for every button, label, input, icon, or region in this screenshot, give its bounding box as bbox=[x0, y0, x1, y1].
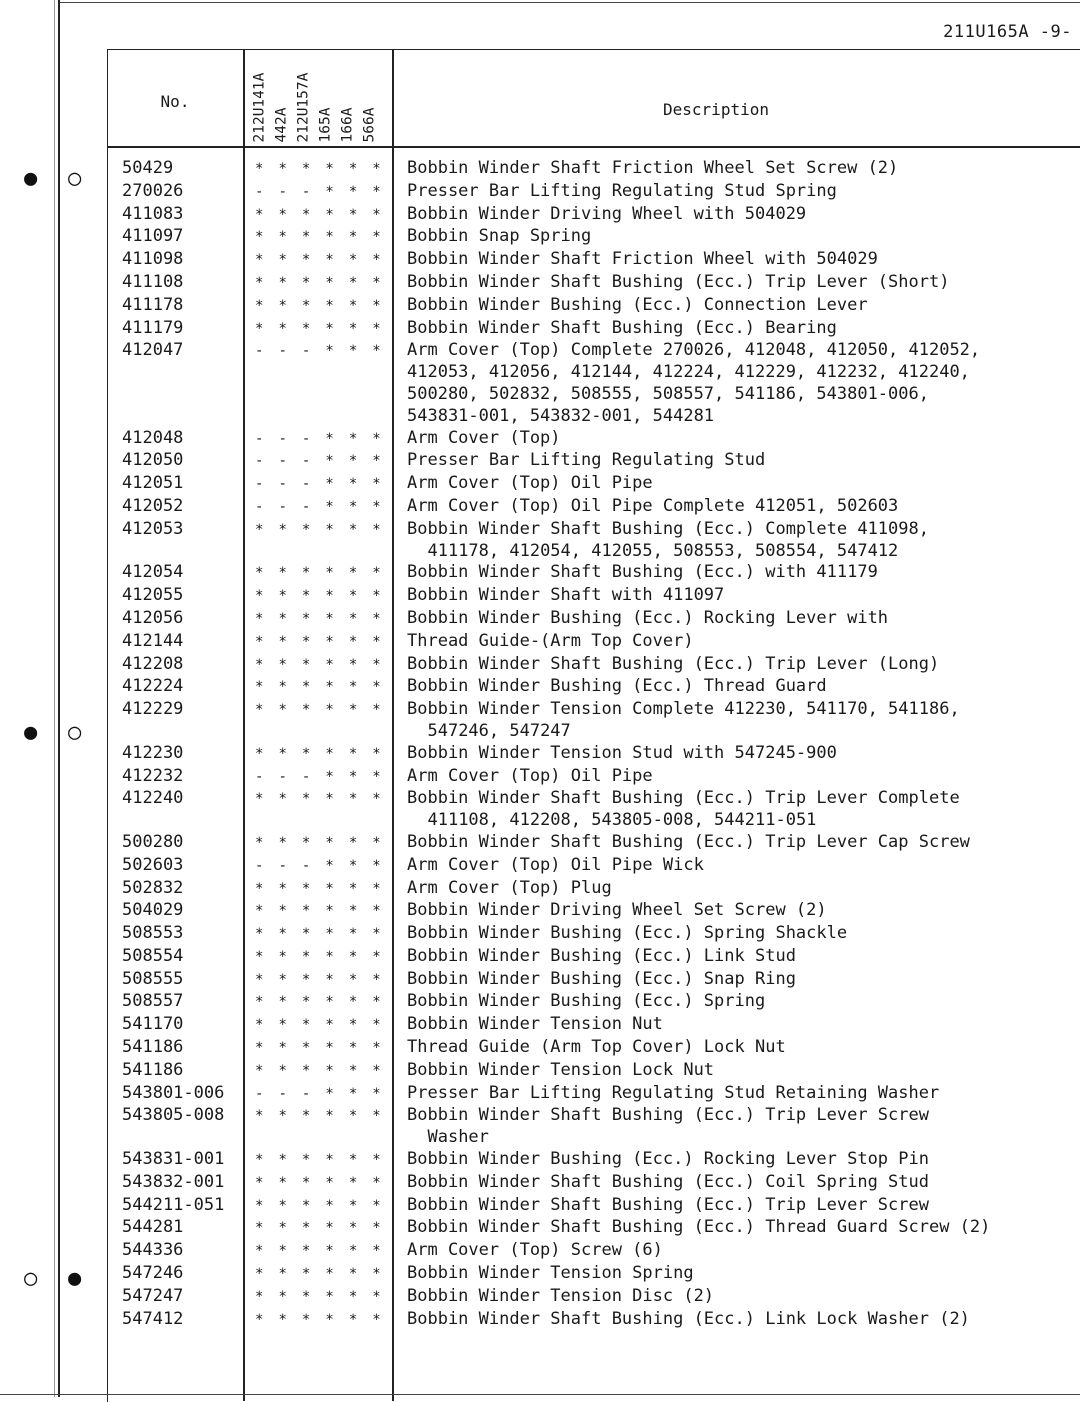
part-description: Bobbin Winder Driving Wheel with 504029 bbox=[407, 203, 807, 224]
part-description: Bobbin Winder Driving Wheel Set Screw (2) bbox=[407, 900, 827, 921]
model-applicability-marks: * * * * * * bbox=[255, 926, 385, 943]
part-description: Arm Cover (Top) Oil Pipe bbox=[407, 765, 653, 786]
table-row bbox=[0, 654, 1080, 677]
part-number: 412051 bbox=[122, 473, 184, 494]
table-row bbox=[0, 1037, 1080, 1060]
part-description: Bobbin Winder Bushing (Ecc.) Rocking Lever with bbox=[407, 607, 889, 628]
part-number: 508557 bbox=[122, 991, 184, 1012]
part-number: 411179 bbox=[122, 317, 184, 338]
table-row bbox=[0, 181, 1080, 204]
part-description: Arm Cover (Top) Plug bbox=[407, 877, 612, 898]
table-row bbox=[0, 204, 1080, 227]
table-row bbox=[0, 946, 1080, 969]
table-row bbox=[0, 1309, 1080, 1332]
model-applicability-marks: * * * * * * bbox=[255, 656, 385, 673]
part-number: 412144 bbox=[122, 630, 184, 651]
part-number: 412208 bbox=[122, 653, 184, 674]
model-applicability-marks: * * * * * * bbox=[255, 320, 385, 337]
part-description: Bobbin Winder Shaft Bushing (Ecc.) Coil Spring Stud bbox=[407, 1171, 929, 1192]
model-applicability-marks: * * * * * * bbox=[255, 1174, 385, 1191]
table-row bbox=[0, 855, 1080, 878]
part-number: 544211-051 bbox=[122, 1194, 225, 1215]
part-number: 543805-008 bbox=[122, 1105, 225, 1126]
part-description: Bobbin Winder Shaft Bushing (Ecc.) Thread Guard Screw (2) bbox=[407, 1217, 991, 1238]
part-number: 508555 bbox=[122, 968, 184, 989]
model-applicability-marks: * * * * * * bbox=[255, 252, 385, 269]
part-description: Bobbin Winder Bushing (Ecc.) Connection Lever bbox=[407, 294, 868, 315]
part-number: 543801-006 bbox=[122, 1082, 225, 1103]
part-number: 544281 bbox=[122, 1217, 184, 1238]
table-row bbox=[0, 519, 1080, 563]
table-row bbox=[0, 631, 1080, 654]
table-row bbox=[0, 969, 1080, 992]
part-description: Bobbin Winder Shaft Bushing (Ecc.) Trip Lever (Short) bbox=[407, 271, 950, 292]
table-row bbox=[0, 562, 1080, 585]
model-applicability-marks: * * * * * * bbox=[255, 1152, 385, 1169]
model-applicability-marks: * * * * * * bbox=[255, 745, 385, 762]
part-description: Presser Bar Lifting Regulating Stud bbox=[407, 450, 766, 471]
part-description: Bobbin Winder Bushing (Ecc.) Snap Ring bbox=[407, 968, 796, 989]
model-applicability-marks: * * * * * * bbox=[255, 1040, 385, 1057]
model-applicability-marks: - - - * * * bbox=[255, 343, 385, 360]
part-number: 411098 bbox=[122, 249, 184, 270]
table-row bbox=[0, 1014, 1080, 1037]
table-row bbox=[0, 699, 1080, 743]
part-number: 502603 bbox=[122, 854, 184, 875]
model-applicability-marks: - - - * * * bbox=[255, 453, 385, 470]
table-row bbox=[0, 1217, 1080, 1240]
table-row bbox=[0, 1172, 1080, 1195]
table-row bbox=[0, 1286, 1080, 1309]
part-number: 412224 bbox=[122, 676, 184, 697]
table-row bbox=[0, 1083, 1080, 1106]
part-number: 541170 bbox=[122, 1014, 184, 1035]
part-description: Bobbin Winder Bushing (Ecc.) Link Stud bbox=[407, 945, 796, 966]
model-headers bbox=[245, 52, 392, 144]
model-applicability-marks: * * * * * * bbox=[255, 588, 385, 605]
part-description: Arm Cover (Top) Oil Pipe Complete 412051, 502603 bbox=[407, 495, 899, 516]
model-applicability-marks: - - - * * * bbox=[255, 1085, 385, 1102]
part-description: Bobbin Winder Tension Lock Nut bbox=[407, 1059, 715, 1080]
part-description: Bobbin Winder Bushing (Ecc.) Rocking Lever Stop Pin bbox=[407, 1149, 929, 1170]
part-number: 412052 bbox=[122, 495, 184, 516]
table-row bbox=[0, 1195, 1080, 1218]
part-description: Bobbin Winder Bushing (Ecc.) Thread Guard bbox=[407, 676, 827, 697]
model-applicability-marks: * * * * * * bbox=[255, 206, 385, 223]
punch-hole-icon: ○ bbox=[68, 720, 82, 745]
page-number: 211U165A -9- bbox=[943, 22, 1072, 42]
part-number: 412232 bbox=[122, 765, 184, 786]
part-description: Bobbin Winder Shaft Bushing (Ecc.) Link Lock Washer (2) bbox=[407, 1308, 970, 1329]
part-description: Presser Bar Lifting Regulating Stud Retaining Washer bbox=[407, 1082, 940, 1103]
table-row bbox=[0, 878, 1080, 901]
part-number: 50429 bbox=[122, 158, 174, 178]
part-description: Bobbin Winder Bushing (Ecc.) Spring Shackle bbox=[407, 923, 848, 944]
part-number: 502832 bbox=[122, 877, 184, 898]
model-applicability-marks: * * * * * * bbox=[255, 791, 385, 808]
part-description: Bobbin Winder Shaft Bushing (Ecc.) with 411179 bbox=[407, 562, 878, 583]
part-description: Bobbin Winder Shaft Bushing (Ecc.) Bearing bbox=[407, 317, 837, 338]
part-description: Bobbin Snap Spring bbox=[407, 226, 592, 247]
part-number: 508553 bbox=[122, 923, 184, 944]
model-applicability-marks: * * * * * * bbox=[255, 633, 385, 650]
part-number: 547247 bbox=[122, 1285, 184, 1306]
table-row bbox=[0, 832, 1080, 855]
table-row bbox=[0, 226, 1080, 249]
model-applicability-marks: * * * * * * bbox=[255, 229, 385, 246]
model-applicability-marks: * * * * * * bbox=[255, 1062, 385, 1079]
part-description: Bobbin Winder Shaft Bushing (Ecc.) Trip Lever Screw bbox=[407, 1194, 929, 1215]
table-row bbox=[0, 1060, 1080, 1083]
part-number: 543832-001 bbox=[122, 1171, 225, 1192]
part-number: 412056 bbox=[122, 607, 184, 628]
part-number: 412240 bbox=[122, 788, 184, 809]
table-row bbox=[0, 450, 1080, 473]
model-applicability-marks: * * * * * * bbox=[255, 1288, 385, 1305]
model-header: 165A bbox=[317, 107, 334, 142]
header-divider bbox=[107, 146, 1080, 148]
part-number: 508554 bbox=[122, 945, 184, 966]
model-applicability-marks: * * * * * * bbox=[255, 610, 385, 627]
part-number: 547246 bbox=[122, 1263, 184, 1284]
part-description: Bobbin Winder Shaft Friction Wheel with 504029 bbox=[407, 249, 878, 270]
table-row bbox=[0, 991, 1080, 1014]
part-number: 412055 bbox=[122, 585, 184, 606]
punch-hole-icon: ○ bbox=[24, 1266, 38, 1291]
part-description: Bobbin Winder Bushing (Ecc.) Spring bbox=[407, 991, 766, 1012]
model-header: 566A bbox=[361, 107, 378, 142]
parts-list bbox=[0, 158, 1080, 1331]
table-row bbox=[0, 428, 1080, 451]
part-description: Bobbin Winder Tension Complete 412230, 541170, 541186, 547246, 547247 bbox=[407, 699, 960, 741]
model-applicability-marks: * * * * * * bbox=[255, 274, 385, 291]
punch-hole-icon: ● bbox=[68, 1266, 82, 1291]
part-number: 544336 bbox=[122, 1240, 184, 1261]
part-description: Arm Cover (Top) Oil Pipe bbox=[407, 473, 653, 494]
part-number: 270026 bbox=[122, 180, 184, 201]
punch-hole-icon: ● bbox=[24, 720, 38, 745]
part-description: Bobbin Winder Tension Spring bbox=[407, 1263, 694, 1284]
part-description: Presser Bar Lifting Regulating Stud Spring bbox=[407, 180, 837, 201]
model-applicability-marks: * * * * * * bbox=[255, 521, 385, 538]
model-applicability-marks: * * * * * * bbox=[255, 565, 385, 582]
part-number: 412047 bbox=[122, 340, 184, 361]
part-description: Bobbin Winder Shaft Bushing (Ecc.) Trip Lever Screw Washer bbox=[407, 1105, 929, 1148]
table-row bbox=[0, 295, 1080, 318]
table-row bbox=[0, 473, 1080, 496]
part-description: Arm Cover (Top) bbox=[407, 427, 561, 448]
part-number: 412050 bbox=[122, 450, 184, 471]
table-row bbox=[0, 318, 1080, 341]
table-row bbox=[0, 608, 1080, 631]
model-applicability-marks: - - - * * * bbox=[255, 498, 385, 515]
model-header: 212U141A bbox=[251, 72, 268, 142]
part-description: Thread Guide (Arm Top Cover) Lock Nut bbox=[407, 1037, 786, 1058]
model-applicability-marks: * * * * * * bbox=[255, 1220, 385, 1237]
part-number: 412048 bbox=[122, 427, 184, 448]
model-applicability-marks: * * * * * * bbox=[255, 1311, 385, 1328]
model-applicability-marks: * * * * * * bbox=[255, 702, 385, 719]
part-description: Bobbin Winder Shaft Bushing (Ecc.) Trip Lever Cap Screw bbox=[407, 831, 970, 852]
part-number: 412230 bbox=[122, 742, 184, 763]
part-number: 411108 bbox=[122, 271, 184, 292]
part-number: 412053 bbox=[122, 518, 184, 539]
part-number: 547412 bbox=[122, 1308, 184, 1329]
part-number: 541186 bbox=[122, 1059, 184, 1080]
model-applicability-marks: - - - * * * bbox=[255, 183, 385, 200]
part-description: Bobbin Winder Tension Disc (2) bbox=[407, 1285, 715, 1306]
bottom-rule bbox=[0, 1394, 1080, 1395]
model-applicability-marks: - - - * * * bbox=[255, 430, 385, 447]
model-applicability-marks: * * * * * * bbox=[255, 1108, 385, 1125]
part-description: Arm Cover (Top) Screw (6) bbox=[407, 1240, 663, 1261]
part-number: 541186 bbox=[122, 1037, 184, 1058]
model-applicability-marks: * * * * * * bbox=[255, 994, 385, 1011]
punch-hole-icon: ○ bbox=[68, 166, 82, 191]
column-header-description: Description bbox=[663, 100, 769, 119]
table-row bbox=[0, 272, 1080, 295]
table-row bbox=[0, 249, 1080, 272]
table-row bbox=[0, 923, 1080, 946]
part-description: Bobbin Winder Shaft with 411097 bbox=[407, 585, 725, 606]
punch-hole-icon: ● bbox=[24, 166, 38, 191]
table-row bbox=[0, 1105, 1080, 1149]
table-row bbox=[0, 1240, 1080, 1263]
part-number: 504029 bbox=[122, 900, 184, 921]
part-number: 412054 bbox=[122, 562, 184, 583]
part-number: 411097 bbox=[122, 226, 184, 247]
table-row bbox=[0, 1149, 1080, 1172]
table-row bbox=[0, 766, 1080, 789]
part-description: Arm Cover (Top) Oil Pipe Wick bbox=[407, 854, 704, 875]
table-row bbox=[0, 158, 1080, 181]
part-description: Thread Guide-(Arm Top Cover) bbox=[407, 630, 694, 651]
part-description: Bobbin Winder Shaft Bushing (Ecc.) Complete 411098, 411178, 412054, 412055, 508553, 508554, 547412 bbox=[407, 518, 929, 561]
table-row bbox=[0, 496, 1080, 519]
part-number: 411083 bbox=[122, 203, 184, 224]
part-number: 543831-001 bbox=[122, 1149, 225, 1170]
part-number: 500280 bbox=[122, 831, 184, 852]
part-description: Bobbin Winder Tension Stud with 547245-900 bbox=[407, 742, 837, 763]
table-row bbox=[0, 1263, 1080, 1286]
model-applicability-marks: * * * * * * bbox=[255, 679, 385, 696]
table-row bbox=[0, 743, 1080, 766]
model-header: 212U157A bbox=[295, 72, 312, 142]
model-applicability-marks: * * * * * * bbox=[255, 1266, 385, 1283]
table-row bbox=[0, 585, 1080, 608]
table-row bbox=[0, 788, 1080, 832]
part-description: Bobbin Winder Shaft Bushing (Ecc.) Trip Lever (Long) bbox=[407, 653, 940, 674]
model-applicability-marks: * * * * * * bbox=[255, 297, 385, 314]
model-header: 166A bbox=[339, 107, 356, 142]
part-number: 411178 bbox=[122, 294, 184, 315]
model-applicability-marks: * * * * * * bbox=[255, 880, 385, 897]
model-applicability-marks: * * * * * * bbox=[255, 161, 385, 177]
model-applicability-marks: * * * * * * bbox=[255, 834, 385, 851]
table-row bbox=[0, 676, 1080, 699]
part-description: Bobbin Winder Shaft Bushing (Ecc.) Trip Lever Complete 411108, 412208, 543805-008, 544211-051 bbox=[407, 788, 960, 831]
table-row bbox=[0, 340, 1080, 427]
top-rule bbox=[58, 2, 1080, 3]
column-header-no: No. bbox=[160, 92, 190, 111]
model-applicability-marks: - - - * * * bbox=[255, 857, 385, 874]
model-applicability-marks: * * * * * * bbox=[255, 1017, 385, 1034]
table-row bbox=[0, 900, 1080, 923]
model-applicability-marks: * * * * * * bbox=[255, 1197, 385, 1214]
part-description: Bobbin Winder Tension Nut bbox=[407, 1014, 663, 1035]
model-applicability-marks: * * * * * * bbox=[255, 948, 385, 965]
model-applicability-marks: * * * * * * bbox=[255, 971, 385, 988]
model-applicability-marks: - - - * * * bbox=[255, 768, 385, 785]
model-applicability-marks: * * * * * * bbox=[255, 1243, 385, 1260]
model-applicability-marks: - - - * * * bbox=[255, 476, 385, 493]
part-number: 412229 bbox=[122, 699, 184, 720]
part-description: Bobbin Winder Shaft Friction Wheel Set Screw (2) bbox=[407, 158, 899, 178]
model-applicability-marks: * * * * * * bbox=[255, 903, 385, 920]
part-description: Arm Cover (Top) Complete 270026, 412048, 412050, 412052, 412053, 412056, 412144, 412224, 412229, 412232, 412240, 500280, 502832, 508555, 508557, 541186, 543801-006, 543831-001, 543832-001, 544281 bbox=[407, 340, 981, 426]
model-header: 442A bbox=[273, 107, 290, 142]
